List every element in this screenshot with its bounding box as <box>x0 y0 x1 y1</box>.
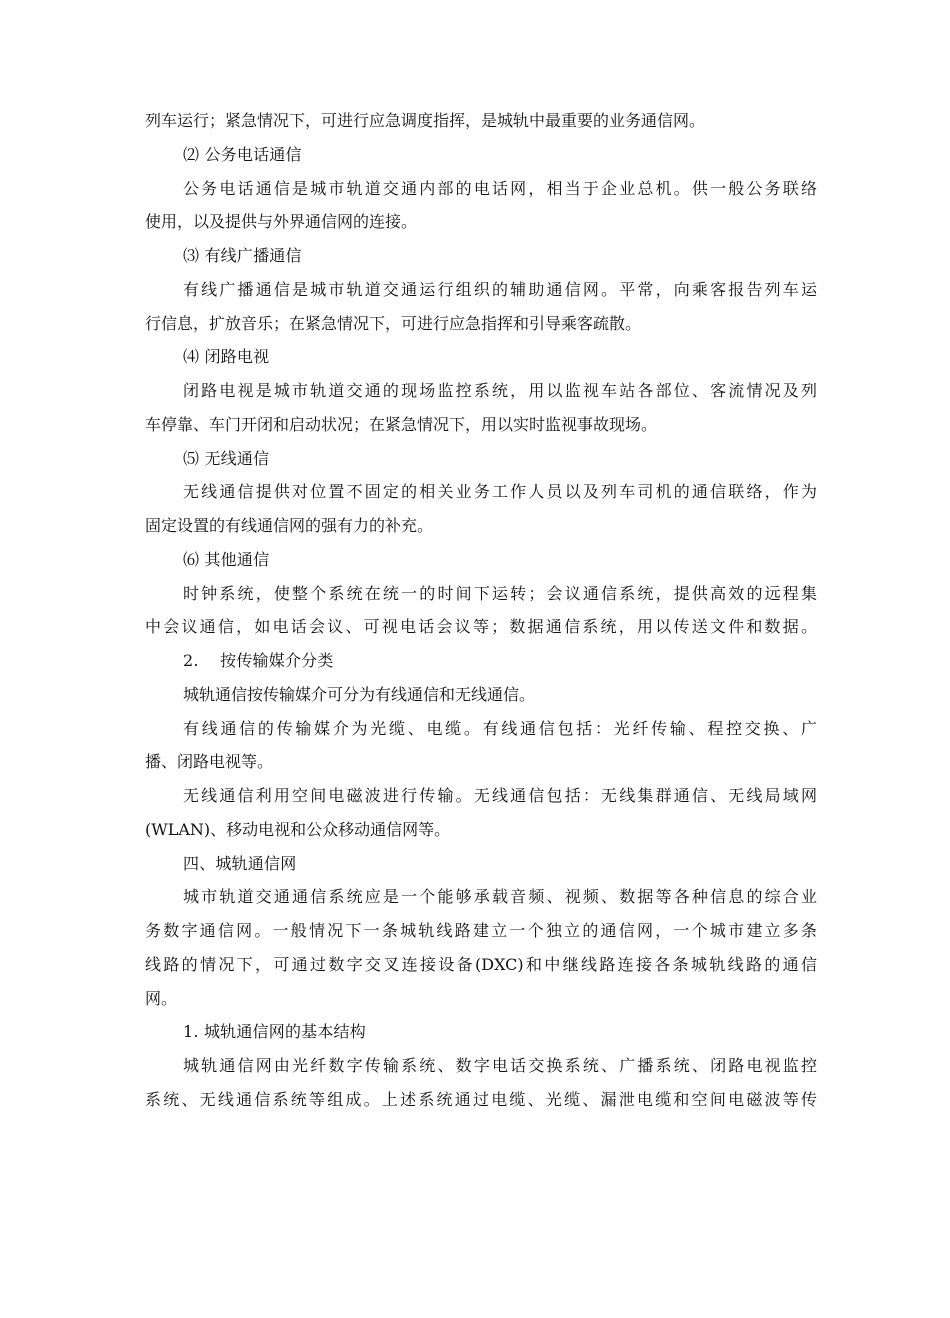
paragraph-line: 城市轨道交通通信系统应是一个能够承载音频、视频、数据等各种信息的综合业 <box>183 887 817 907</box>
section-heading: ⑶ 有线广播通信 <box>183 246 302 265</box>
section-heading: 2. 按传输媒介分类 <box>183 651 334 670</box>
paragraph-line: 公务电话通信是城市轨道交通内部的电话网，相当于企业总机。供一般公务联络 <box>183 178 817 198</box>
paragraph-line: 无线通信提供对位置不固定的相关业务工作人员以及列车司机的通信联络，作为 <box>183 482 817 502</box>
section-heading: ⑵ 公务电话通信 <box>183 144 302 164</box>
section-heading: 四、城轨通信网 <box>183 853 297 873</box>
paragraph-line: 城轨通信按传输媒介可分为有线通信和无线通信。 <box>183 684 536 704</box>
paragraph-line: 固定设置的有线通信网的强有力的补充。 <box>145 516 434 535</box>
paragraph-line: (WLAN)、移动电视和公众移动通信网等。 <box>145 819 451 839</box>
paragraph-line: 车停靠、车门开闭和启动状况；在紧急情况下，用以实时监视事故现场。 <box>145 414 658 434</box>
paragraph-line: 有线广播通信是城市轨道交通运行组织的辅助通信网。平常，向乘客报告列车运 <box>183 279 817 299</box>
paragraph-line: 中会议通信，如电话会议、可视电话会议等；数据通信系统，用以传送文件和数据。 <box>145 617 817 637</box>
paragraph-line: 时钟系统，使整个系统在统一的时间下运转；会议通信系统，提供高效的远程集 <box>183 583 817 603</box>
section-heading: ⑷ 闭路电视 <box>183 347 270 367</box>
paragraph-line: 线路的情况下，可通过数字交叉连接设备(DXC)和中继线路连接各条城轨线路的通信 <box>145 954 817 974</box>
paragraph-line: 务数字通信网。一般情况下一条城轨线路建立一个独立的通信网，一个城市建立多条 <box>145 921 817 940</box>
section-heading: ⑸ 无线通信 <box>183 448 270 468</box>
paragraph-line: 系统、无线通信系统等组成。上述系统通过电缆、光缆、漏泄电缆和空间电磁波等传 <box>145 1089 817 1109</box>
section-heading: 1. 城轨通信网的基本结构 <box>183 1022 366 1042</box>
paragraph-line: 城轨通信网由光纤数字传输系统、数字电话交换系统、广播系统、闭路电视监控 <box>183 1056 817 1075</box>
paragraph-line: 播、闭路电视等。 <box>145 752 274 772</box>
paragraph-line: 无线通信利用空间电磁波进行传输。无线通信包括：无线集群通信、无线局域网 <box>183 786 817 805</box>
paragraph-line: 行信息，扩放音乐；在紧急情况下，可进行应急指挥和引导乘客疏散。 <box>145 313 642 333</box>
section-heading: ⑹ 其他通信 <box>183 549 270 569</box>
paragraph-line: 网。 <box>145 988 178 1008</box>
paragraph-line: 有线通信的传输媒介为光缆、电缆。有线通信包括：光纤传输、程控交换、广 <box>183 718 817 738</box>
paragraph-line: 闭路电视是城市轨道交通的现场监控系统，用以监视车站各部位、客流情况及列 <box>183 381 817 400</box>
paragraph-line: 使用，以及提供与外界通信网的连接。 <box>145 212 418 232</box>
paragraph-line: 列车运行；紧急情况下，可进行应急调度指挥，是城轨中最重要的业务通信网。 <box>145 111 706 130</box>
document-body <box>145 104 817 1117</box>
